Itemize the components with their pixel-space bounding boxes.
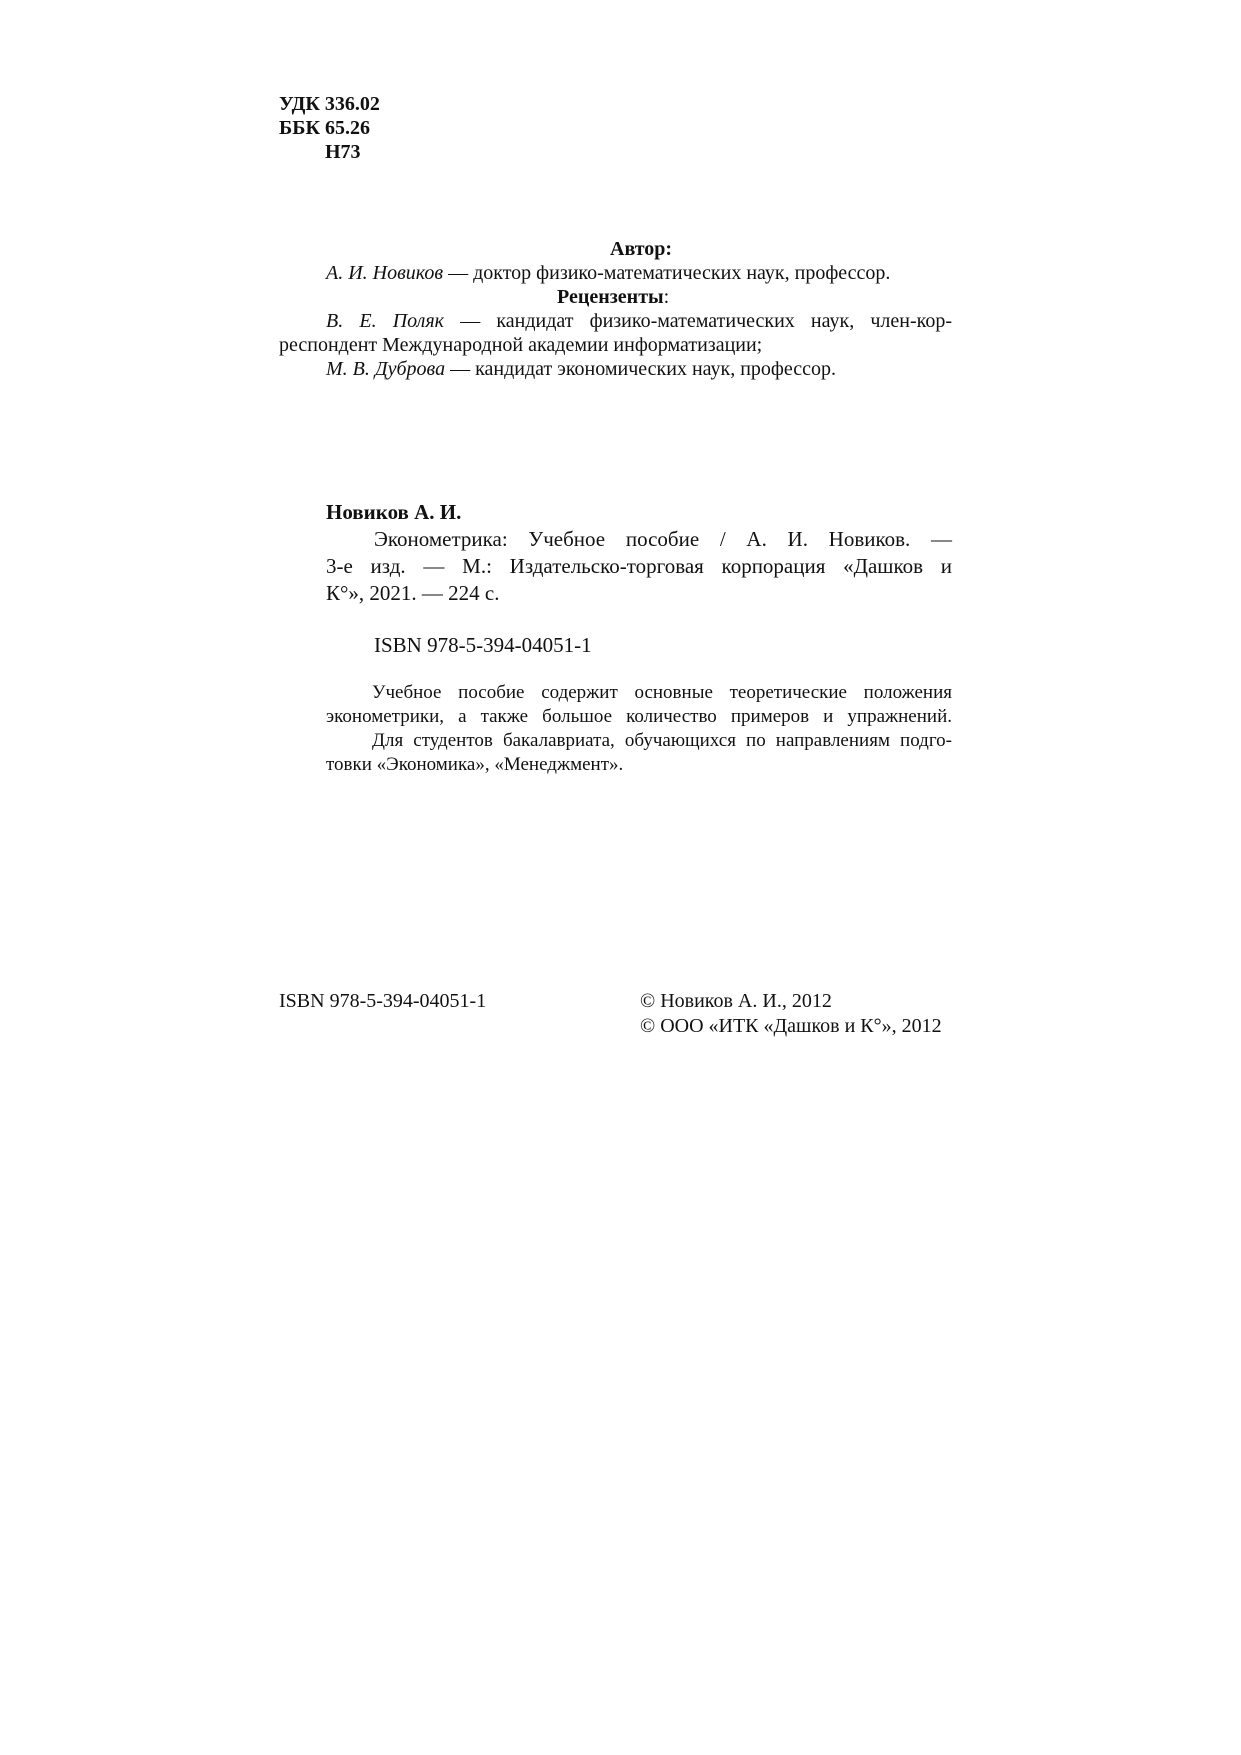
annotation-line4: товки «Экономика», «Менеджмент».	[326, 754, 624, 775]
bib-isbn: ISBN 978-5-394-04051-1	[374, 633, 592, 657]
reviewer1-line1	[326, 310, 952, 333]
udk-code: УДК 336.02	[279, 93, 380, 115]
copyright-author: © Новиков А. И., 2012	[640, 990, 832, 1012]
reviewer2-desc: — кандидат экономических наук, профессор.	[445, 358, 837, 380]
reviewer1-desc-line1: — кандидат физико-математических наук, член-кор-	[444, 310, 952, 332]
annotation-line2: эконометрики, а также большое количество примеров и упражнений.	[326, 706, 952, 727]
bib-author-heading: Новиков А. И.	[326, 500, 462, 524]
bbk-code: ББК 65.26	[279, 117, 370, 139]
author-mark: Н73	[325, 141, 361, 163]
reviewer2-line	[326, 358, 836, 381]
reviewer1-line2: респондент Международной академии информатизации;	[279, 334, 763, 356]
reviewers-heading-text: Рецензенты	[557, 286, 664, 308]
author-line	[326, 262, 890, 285]
bib-line1: Эконометрика: Учебное пособие / А. И. Новиков. —	[374, 527, 952, 551]
reviewers-heading-colon: :	[663, 286, 670, 308]
reviewer2-name: М. В. Дуброва	[326, 358, 446, 380]
footer-isbn: ISBN 978-5-394-04051-1	[279, 990, 487, 1012]
annotation-line1: Учебное пособие содержит основные теоретические положения	[372, 682, 952, 703]
annotation-line3: Для студентов бакалавриата, обучающихся по направлениям подго-	[372, 730, 952, 751]
reviewers-heading	[557, 286, 669, 309]
author-desc: — доктор физико-математических наук, профессор.	[443, 262, 891, 284]
bib-line2: 3-е изд. — М.: Издательско-торговая корпорация «Дашков и	[326, 554, 952, 578]
copyright-publisher: © ООО «ИТК «Дашков и К°», 2012	[640, 1015, 942, 1037]
author-name: А. И. Новиков	[326, 262, 444, 284]
author-heading: Автор:	[610, 238, 673, 260]
reviewer1-name: В. Е. Поляк	[326, 310, 445, 332]
bib-line3: К°», 2021. — 224 с.	[326, 581, 500, 605]
